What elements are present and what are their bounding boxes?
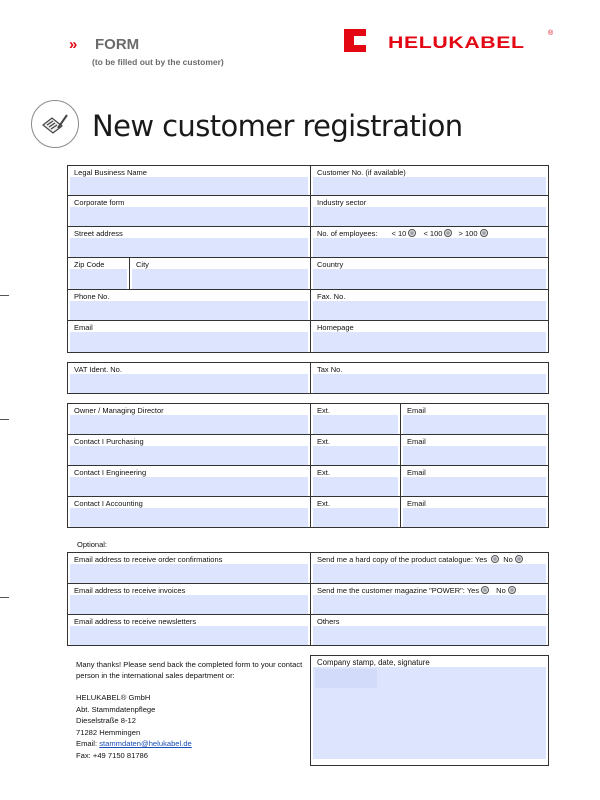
city-field[interactable] <box>130 258 311 289</box>
field-label: Email <box>407 499 426 508</box>
invoice-email-field[interactable] <box>68 584 311 614</box>
owner-name-input[interactable] <box>70 415 308 434</box>
fax-field[interactable] <box>311 290 548 320</box>
field-label: Email address to receive order confirmations <box>74 555 223 564</box>
chevron-icon: » <box>69 36 75 53</box>
company-name: HELUKABEL® GmbH <box>76 693 151 702</box>
owner-name-field[interactable] <box>68 404 311 434</box>
employees-field <box>311 227 548 257</box>
newsletter-email-input[interactable] <box>70 626 308 645</box>
accounting-ext-field[interactable] <box>311 497 401 527</box>
accounting-email-input[interactable] <box>403 508 546 527</box>
field-label: Email <box>74 323 93 332</box>
contacts-section <box>67 403 549 528</box>
country-input[interactable] <box>313 269 546 289</box>
tax-no-input[interactable] <box>313 374 546 393</box>
field-label: Send me the customer magazine "POWER": Yes <box>317 586 480 595</box>
legal-business-name-field[interactable] <box>68 166 311 195</box>
fold-mark <box>0 597 9 598</box>
engineering-email-field[interactable] <box>401 466 548 496</box>
field-label: Homepage <box>317 323 354 332</box>
option-label: > 100 <box>458 229 478 238</box>
order-confirmation-email-field[interactable] <box>68 553 311 583</box>
employees-input[interactable] <box>313 238 546 257</box>
form-row <box>68 363 548 393</box>
purchasing-name-input[interactable] <box>70 446 308 465</box>
industry-sector-field[interactable] <box>311 196 548 226</box>
order-confirmation-email-input[interactable] <box>70 564 308 583</box>
field-label: No. of employees: <box>317 229 378 238</box>
phone-input[interactable] <box>70 301 308 320</box>
page-title: New customer registration <box>92 109 463 143</box>
email-input[interactable] <box>70 332 308 352</box>
corporate-form-field[interactable] <box>68 196 311 226</box>
field-label: Others <box>317 617 340 626</box>
catalogue-fill <box>313 564 546 583</box>
form-row <box>68 196 548 227</box>
accounting-name-field[interactable] <box>68 497 311 527</box>
invoice-email-input[interactable] <box>70 595 308 614</box>
contact-row <box>68 404 548 435</box>
contact-row <box>68 497 548 527</box>
field-label: Fax. No. <box>317 292 346 301</box>
country-field[interactable] <box>311 258 548 289</box>
phone-field[interactable] <box>68 290 311 320</box>
employees-gt100-radio[interactable] <box>480 229 488 237</box>
stamp-date-input[interactable] <box>315 669 377 688</box>
form-row <box>68 227 548 258</box>
street: Dieselstraße 8-12 <box>76 716 136 726</box>
vat-id-input[interactable] <box>70 374 308 393</box>
field-label: VAT Ident. No. <box>74 365 122 374</box>
magazine-yes-radio[interactable] <box>481 586 489 594</box>
field-label: Customer No. (if available) <box>317 168 406 177</box>
helukabel-logo-icon <box>344 29 366 52</box>
employees-lt100-radio[interactable] <box>444 229 452 237</box>
owner-email-input[interactable] <box>403 415 546 434</box>
option-label: No <box>503 555 513 564</box>
magazine-no-radio[interactable] <box>508 586 516 594</box>
field-label: Company stamp, date, signature <box>317 658 430 667</box>
email-field[interactable] <box>68 321 311 352</box>
field-label: Corporate form <box>74 198 125 207</box>
city: 71282 Hemmingen <box>76 727 141 737</box>
field-label: Email <box>407 437 426 446</box>
magazine-option <box>311 584 548 614</box>
field-label: Legal Business Name <box>74 168 147 177</box>
email-line <box>76 738 192 750</box>
catalogue-option <box>311 553 548 583</box>
purchasing-ext-field[interactable] <box>311 435 401 465</box>
stamp-signature-field[interactable] <box>310 655 549 766</box>
postal-address <box>76 692 192 762</box>
field-label: Contact I Accounting <box>74 499 143 508</box>
optional-label: Optional: <box>77 540 108 549</box>
field-label: Ext. <box>317 499 330 508</box>
form-row <box>68 258 548 290</box>
field-label: Tax No. <box>317 365 343 374</box>
customer-no-input[interactable] <box>313 177 546 195</box>
form-row <box>68 615 548 645</box>
legal-business-name-input[interactable] <box>70 177 308 195</box>
fax-input[interactable] <box>313 301 546 320</box>
form-row <box>68 584 548 615</box>
field-label: Ext. <box>317 437 330 446</box>
homepage-field[interactable] <box>311 321 548 352</box>
industry-sector-input[interactable] <box>313 207 546 226</box>
form-row <box>68 290 548 321</box>
fold-mark <box>0 295 9 296</box>
newsletter-email-field[interactable] <box>68 615 311 645</box>
contact-row <box>68 466 548 497</box>
others-input[interactable] <box>313 626 546 645</box>
catalogue-label-row <box>311 553 548 564</box>
corporate-form-input[interactable] <box>70 207 308 226</box>
engineering-email-input[interactable] <box>403 477 546 496</box>
fax: Fax: +49 7150 81786 <box>76 750 148 760</box>
employees-lt10-radio[interactable] <box>408 229 416 237</box>
city-input[interactable] <box>132 269 308 289</box>
employees-label-row <box>311 227 548 238</box>
field-label: Ext. <box>317 468 330 477</box>
others-field[interactable] <box>311 615 548 645</box>
purchasing-email-field[interactable] <box>401 435 548 465</box>
field-label: Street address <box>74 229 123 238</box>
magazine-label-row <box>311 584 548 595</box>
street-address-field[interactable] <box>68 227 311 257</box>
thanks-note: Many thanks! Please send back the completed form to your contact person in the international sales department or: <box>76 660 303 680</box>
customer-no-field[interactable] <box>311 166 548 195</box>
company-info-section <box>67 165 549 353</box>
field-label: Phone No. <box>74 292 110 301</box>
field-label: Contact I Purchasing <box>74 437 144 446</box>
field-label: Ext. <box>317 406 330 415</box>
field-label: Email <box>407 468 426 477</box>
field-label: Send me a hard copy of the product catalogue: Yes <box>317 555 488 564</box>
engineering-ext-input[interactable] <box>313 477 398 496</box>
catalogue-no-radio[interactable] <box>515 555 523 563</box>
optional-section <box>67 552 549 646</box>
field-label: Industry sector <box>317 198 367 207</box>
engineering-name-input[interactable] <box>70 477 308 496</box>
field-label: Email address to receive invoices <box>74 586 186 595</box>
accounting-email-field[interactable] <box>401 497 548 527</box>
form-subtitle: (to be filled out by the customer) <box>92 57 224 67</box>
engineering-ext-field[interactable] <box>311 466 401 496</box>
option-label: < 10 <box>391 229 407 238</box>
form-row <box>68 166 548 196</box>
field-label: Email address to receive newsletters <box>74 617 197 626</box>
catalogue-yes-radio[interactable] <box>491 555 499 563</box>
form-row <box>68 321 548 352</box>
contact-row <box>68 435 548 466</box>
zip-code-field[interactable] <box>68 258 130 289</box>
owner-ext-field[interactable] <box>311 404 401 434</box>
fold-mark <box>0 419 9 420</box>
magazine-fill <box>313 595 546 614</box>
field-label: Country <box>317 260 344 269</box>
field-label: Owner / Managing Director <box>74 406 164 415</box>
vat-id-field[interactable] <box>68 363 311 393</box>
option-label: < 100 <box>423 229 443 238</box>
option-label: No <box>496 586 506 595</box>
form-label: FORM <box>95 36 140 53</box>
brand-name: HELUKABEL <box>388 33 525 52</box>
field-label: Contact I Engineering <box>74 468 147 477</box>
tax-no-field[interactable] <box>311 363 548 393</box>
accounting-name-input[interactable] <box>70 508 308 527</box>
form-row <box>68 553 548 584</box>
street-address-input[interactable] <box>70 238 308 257</box>
field-label: Zip Code <box>74 260 105 269</box>
owner-ext-input[interactable] <box>313 415 398 434</box>
tax-section <box>67 362 549 394</box>
email-link[interactable]: stammdaten@helukabel.de <box>99 739 192 749</box>
purchasing-email-input[interactable] <box>403 446 546 465</box>
zip-code-input[interactable] <box>70 269 127 289</box>
email-label: Email: <box>76 739 100 749</box>
field-label: City <box>136 260 149 269</box>
field-label: Email <box>407 406 426 415</box>
engineering-name-field[interactable] <box>68 466 311 496</box>
department: Abt. Stammdatenpflege <box>76 704 156 714</box>
purchasing-name-field[interactable] <box>68 435 311 465</box>
purchasing-ext-input[interactable] <box>313 446 398 465</box>
registered-mark: ® <box>548 30 554 37</box>
clipboard-pen-icon <box>31 100 79 148</box>
accounting-ext-input[interactable] <box>313 508 398 527</box>
owner-email-field[interactable] <box>401 404 548 434</box>
homepage-input[interactable] <box>313 332 546 352</box>
